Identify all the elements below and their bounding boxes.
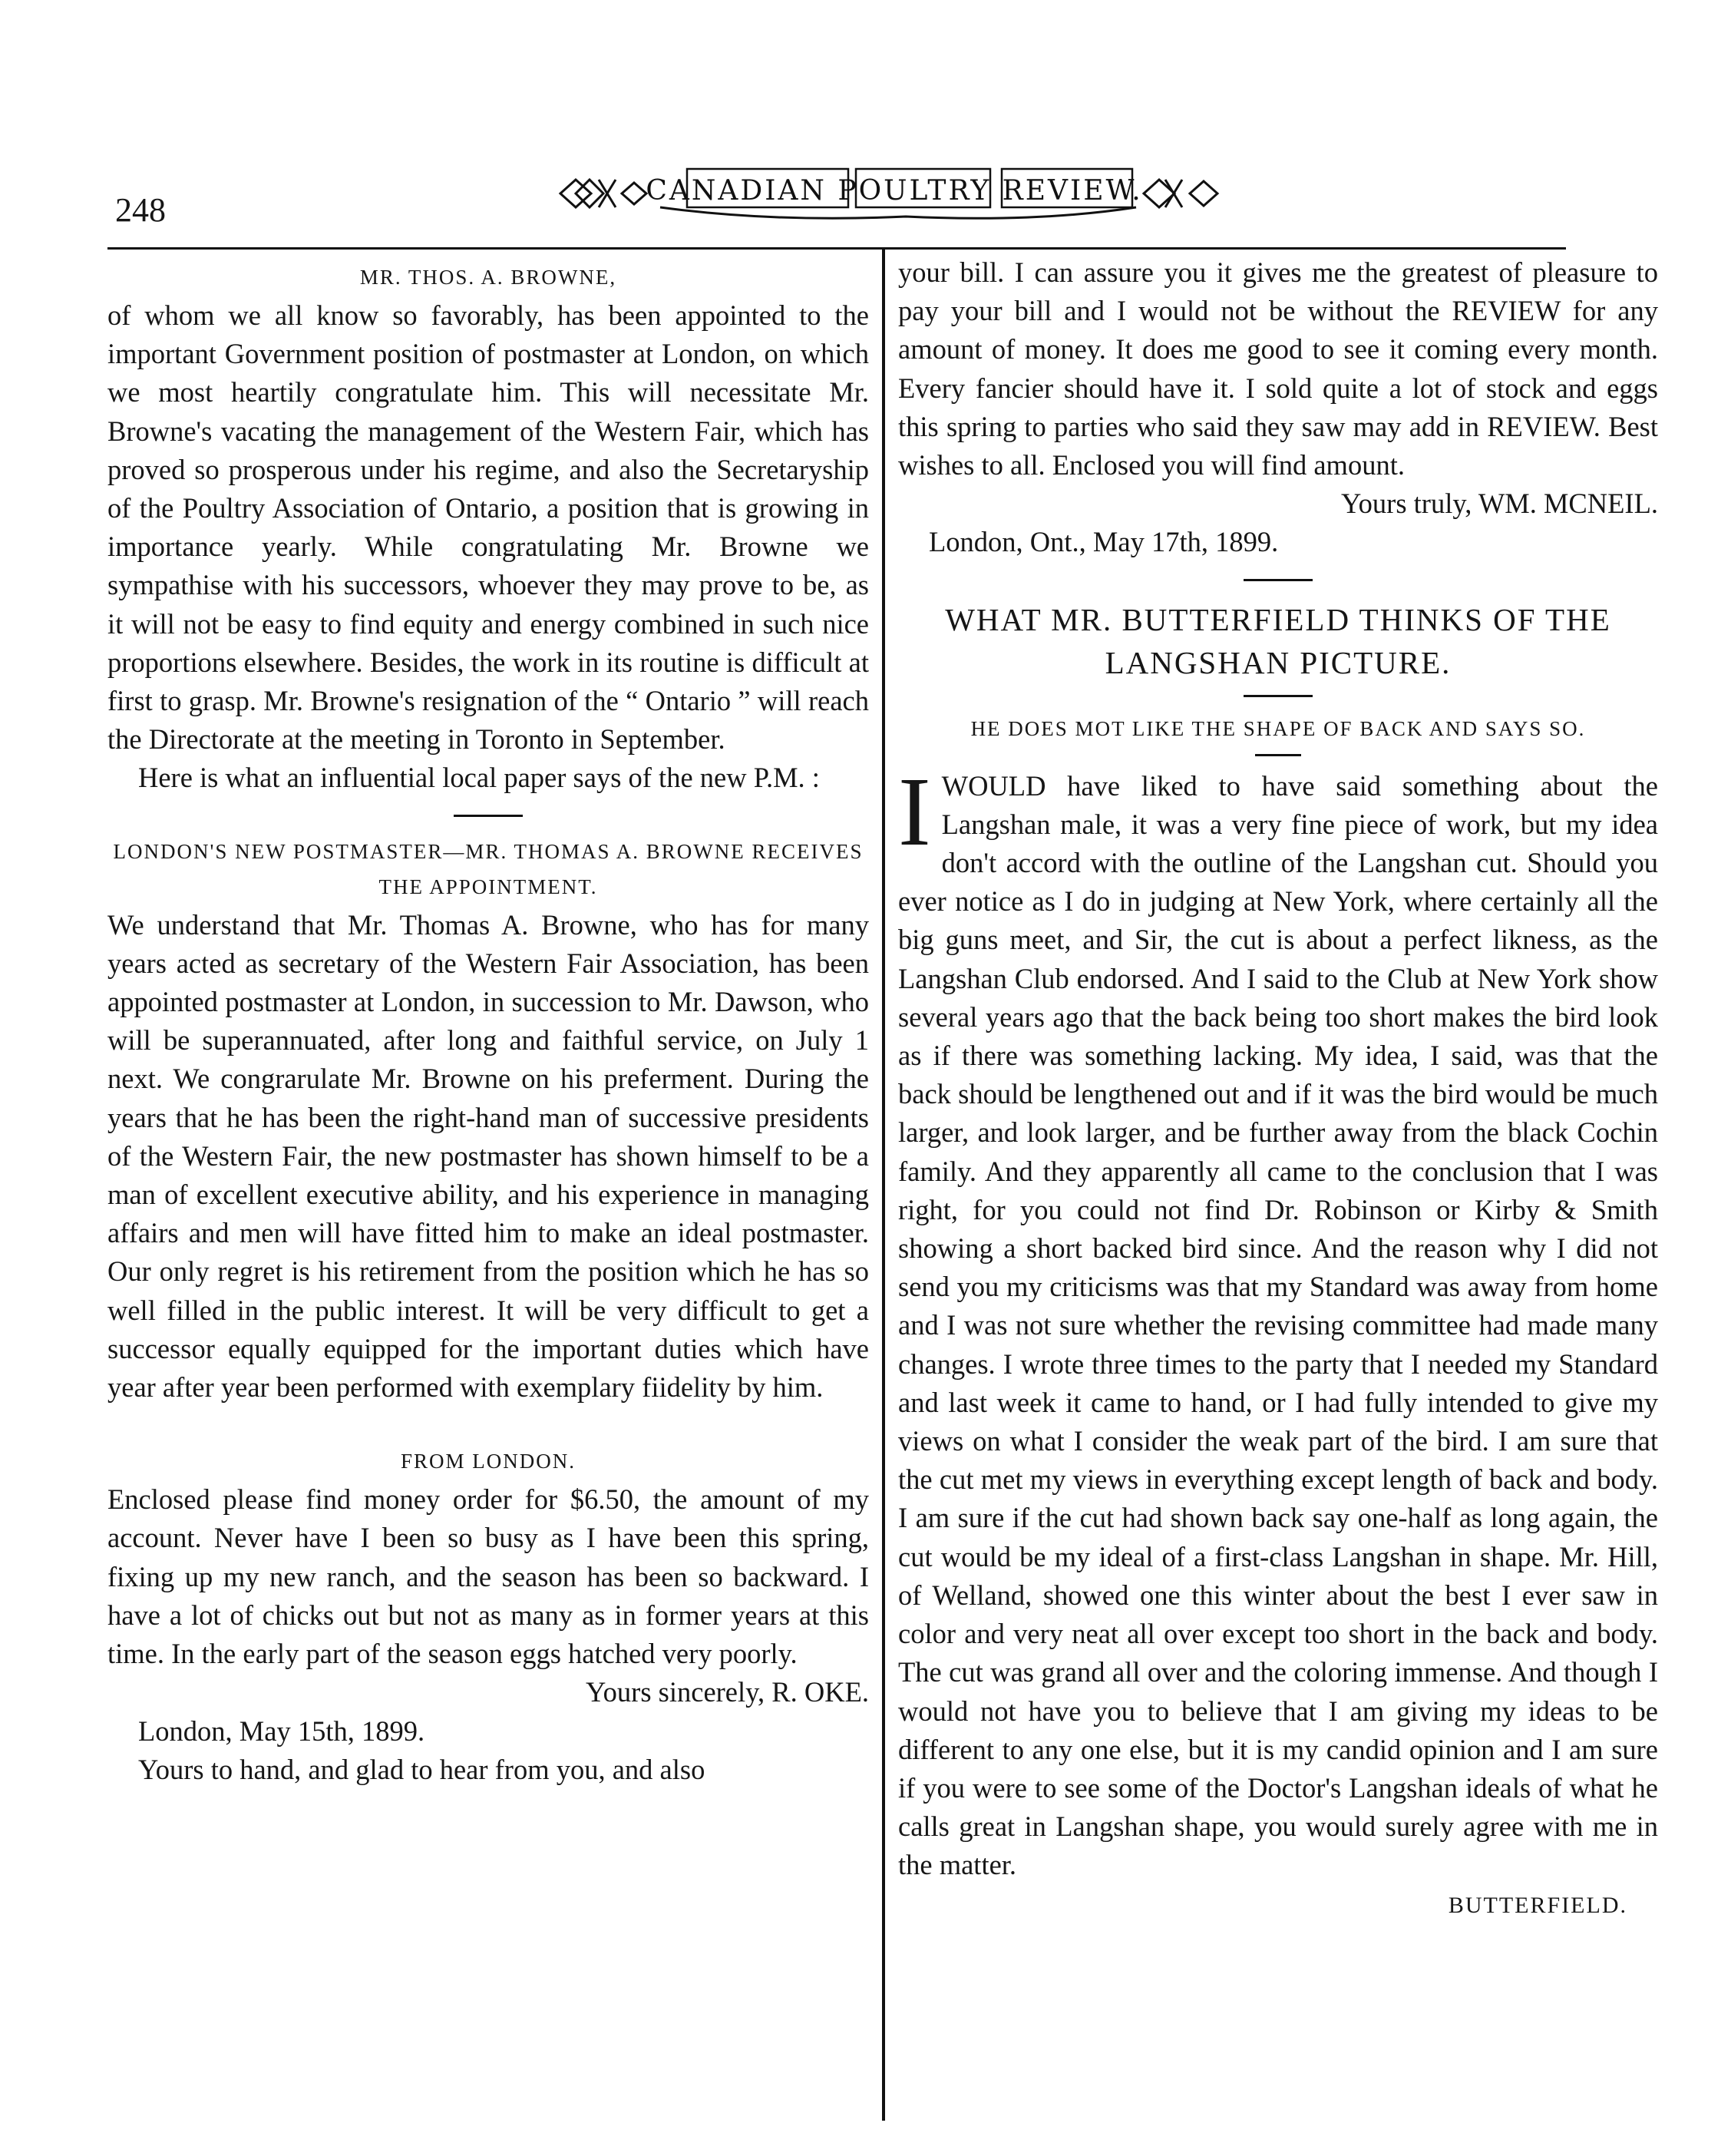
oke-dateline: London, May 15th, 1899. bbox=[138, 1715, 425, 1747]
mcneil-letter-start: Yours to hand, and glad to hear from you, and also bbox=[138, 1753, 705, 1785]
oke-letter: Enclosed please find money order for $6.50, the amount of my account. Never have I been so busy as I have been this spring, fixing up my new ranch, and the season has been so backward. I have a lot of chicks out but not as many as in former years at this time. In the early part of the season eggs hatched very poorly. bbox=[107, 1483, 869, 1670]
butterfield-body: WOULD have liked to have said something about the Langshan male, it was a very fine piece of work, but my idea don't accord with the outline of the Langshan cut. Should you ever notice as I do in judging at New York, where certainly all the big guns meet, and Sir, the cut is about a perfect likness, as the Langshan Club endorsed. And I said to the Club at New York show several years ago that the back being too short makes the bird look as if there was something lacking. My idea, I said, was that the back should be lengthened out and if it was the bird would be much larger, and look larger, and be further away from the black Cochin family. And they apparently all came to the conclusion that I was right, for you could not find Dr. Robinson or Kirby & Smith showing a short backed bird since. And the reason why I did not send you my criticisms was that my Standard was away from home and I was not sure whether the revising committee had made many changes. I wrote three times to the party that I needed my Standard and last week it came to hand, or I had fully intended to give my views on what I consider the weak part of the bird. I am sure that the cut met my views in everything except length of back and body. I am sure if the cut had shown back say one-half as long again, the cut would be my ideal of a first-class Langshan in shape. Mr. Hill, of Welland, showed one this winter about the best I ever saw in color and very neat all over except too short in the back and body. The cut was grand all over and the coloring immense. And though I would not have you to believe that I am giving my ideas to be different to any one else, but it is my candid opinion and I am sure if you were to see some of the Doctor's Langshan ideals of what he calls great in Langshan shape, you would surely agree with me in the matter. bbox=[898, 769, 1658, 1881]
section-rule bbox=[1244, 695, 1313, 697]
header-rule bbox=[107, 247, 1566, 250]
section-rule bbox=[454, 815, 523, 817]
butterfield-signature: BUTTERFIELD. bbox=[1448, 1892, 1627, 1918]
running-head bbox=[107, 146, 1566, 246]
page-number: 248 bbox=[115, 191, 166, 229]
oke-signoff: Yours sincerely, R. OKE. bbox=[585, 1676, 869, 1708]
masthead-text: CANADIAN POULTRY REVIEW. bbox=[646, 175, 1143, 207]
masthead-logo bbox=[545, 146, 1236, 238]
mcneil-letter-continued: your bill. I can assure you it gives me the greatest of pleasure to pay your bill and I would not be without the REVIEW for any amount of money. It does me good to see it coming every month. Every fancier should have it. I sold quite a lot of stock and eggs this spring to parties who said they saw may add in REVIEW. Best wishes to all. Enclosed you will find amount. bbox=[898, 256, 1658, 481]
drop-cap: I bbox=[898, 756, 931, 866]
browne-heading: MR. THOS. A. BROWNE, bbox=[359, 266, 617, 289]
browne-paragraph-1: of whom we all know so favorably, has been appointed to the important Government position of postmaster at London, on which we most heartily congratulate him. This will necessitate Mr. Browne's vacating the management of the Western Fair, which has proved so prosperous under his regime, and also the Secretaryship of the Poultry Association of Ontario, a position that is growing in importance yearly. While congratulating Mr. Browne we sympathise with his successors, whoever they may prove to be, as it will not be easy to find equity and energy combined in such nice proportions elsewhere. Besides, the work in its routine is difficult at first to grasp. Mr. Browne's resignation of the “ Ontario ” will reach the Directorate at the meeting in Toronto in September. bbox=[107, 299, 869, 756]
browne-paragraph-2: Here is what an influential local paper says of the new P.M. : bbox=[138, 762, 820, 794]
postmaster-heading: LONDON'S NEW POSTMASTER—MR. THOMAS A. BROWNE RECEIVES THE APPOINTMENT. bbox=[113, 839, 864, 898]
from-london-heading: FROM LONDON. bbox=[400, 1450, 576, 1473]
right-column bbox=[898, 253, 1658, 1925]
butterfield-headline: WHAT MR. BUTTERFIELD THINKS OF THE LANGSHAN PICTURE. bbox=[945, 601, 1611, 680]
column-divider bbox=[882, 247, 885, 2121]
section-rule bbox=[1255, 754, 1301, 756]
butterfield-subhead: HE DOES MOT LIKE THE SHAPE OF BACK AND SAYS SO. bbox=[970, 716, 1586, 740]
section-rule bbox=[1244, 579, 1313, 581]
butterfield-article bbox=[898, 756, 1658, 1885]
mcneil-signoff: Yours truly, WM. MCNEIL. bbox=[1340, 488, 1658, 520]
mcneil-dateline: London, Ont., May 17th, 1899. bbox=[929, 526, 1279, 558]
postmaster-article: We understand that Mr. Thomas A. Browne, who has for many years acted as secretary of the Western Fair Association, has been appointed postmaster at London, in succession to Mr. Dawson, who will be superannuated, after long and faithful service, on July 1 next. We congrarulate Mr. Browne on his preferment. During the years that he has been the right-hand man of successive presidents of the Western Fair, the new postmaster has shown himself to be a man of excellent executive ability, and his experience in managing affairs and men will have fitted him to make an ideal postmaster. Our only regret is his retirement from the position which he has so well filled in the public interest. It will be very difficult to get a successor equally equipped for the important duties which have year after year been performed with exemplary fiidelity by him. bbox=[107, 908, 869, 1404]
left-column bbox=[107, 253, 869, 1789]
